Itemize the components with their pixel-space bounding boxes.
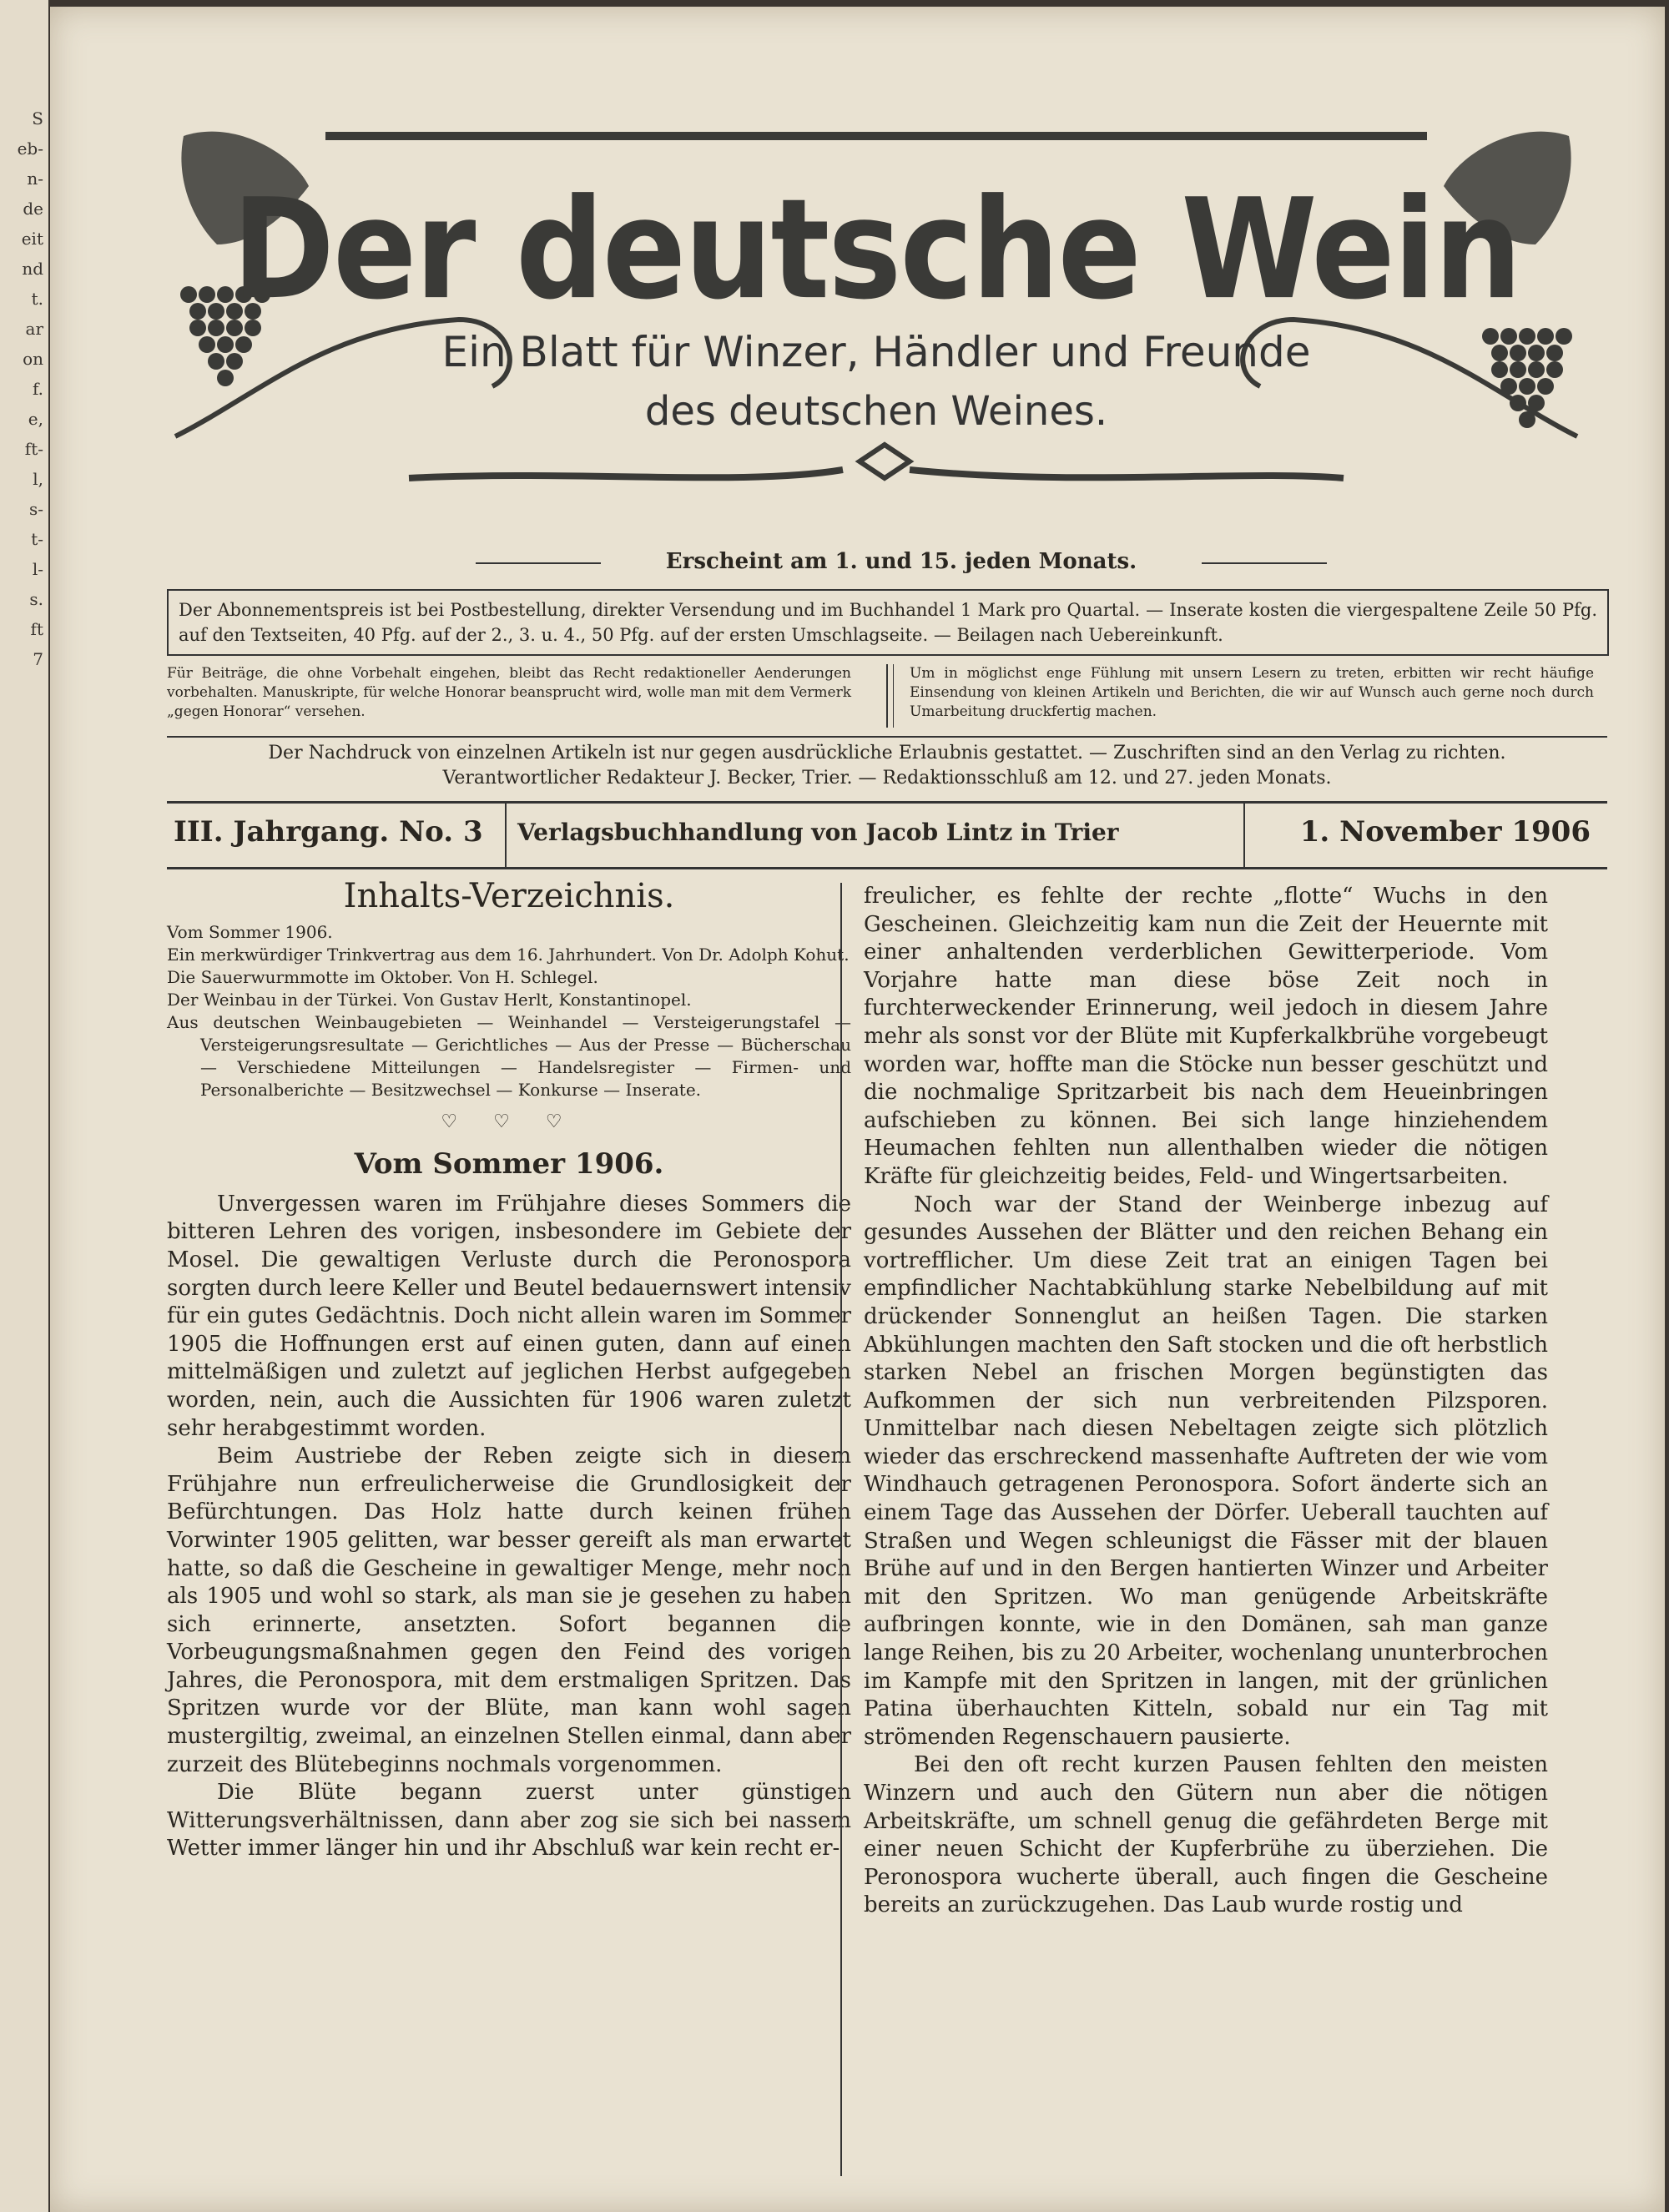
divider-rule: [167, 736, 1607, 738]
newspaper-page: [50, 7, 1665, 2212]
toc-entry: Ein merkwürdiger Trinkvertrag aus dem 16. Jahrhundert. Von Dr. Adolph Kohut.: [167, 944, 850, 965]
article-paragraph: freulicher, es fehlte der rechte „flotte“ Wuchs in den Gescheinen. Gleichzeitig kam nun die Zeit der Heuernte mit einer anhaltenden verderblichen Gewitterperiode. Vom Vorjahre hatte man diese böse Zeit noch in furchterweckender Erinnerung, weil jedoch in diesem Jahre mehr als sonst vor der Blüte mit Kupferkalkbrühe vorgebeugt worden war, hoffte man die Stöcke nun besser geschützt und die nochmalige Spritzarbeit bis nach dem Heueinbringen aufschieben zu können. Bei sich lange hinziehendem Heumachen fehlten nun allenthalben wieder die nötigen Kräfte für gleichzeitig beides, Feld- und Wingertsarbeiten.: [864, 884, 1548, 1189]
column-left: [167, 877, 851, 1863]
column-divider: [840, 883, 842, 2176]
reprint-line-2: Verantwortlicher Redakteur J. Becker, Trier. — Redaktionsschluß am 12. und 27. jeden Monats.: [442, 768, 1332, 789]
strip-fragment: l-: [32, 559, 43, 579]
strip-fragment: de: [23, 199, 43, 219]
toc-entry: Aus deutschen Weinbaugebieten — Weinhandel — Versteigerungstafel — Versteigerungsresultate — Gerichtliches — Aus der Presse — Bücherschau — Verschiedene Mitteilungen — Handelsregister — Firmen- und Personalberichte — Besitzwechsel — Konkurse — Inserate.: [167, 1011, 851, 1100]
article-paragraph: Bei den oft recht kurzen Pausen fehlten den meisten Winzern und auch den Gütern nun aber die nötigen Arbeitskräfte, um schnell genug die gefährdeten Berge mit einer neuen Schicht der Kupferbrühe zu überziehen. Die Peronospora wucherte überall, auch fingen die Gescheine bereits an zurückzugehen. Das Laub wurde rostig und: [864, 1752, 1548, 1918]
strip-fragment: ft-: [24, 439, 43, 459]
strip-fragment: 7: [33, 649, 43, 669]
masthead-title: Der deutsche Wein: [232, 169, 1520, 330]
strip-fragment: ar: [25, 319, 43, 339]
toc-entry: Vom Sommer 1906.: [167, 921, 333, 942]
strip-fragment: eb-: [17, 139, 43, 159]
toc-entry: Die Sauerwurmmotte im Oktober. Von H. Schlegel.: [167, 966, 598, 987]
strip-fragment: eit: [21, 229, 43, 249]
editorial-notes: [167, 664, 1607, 731]
strip-fragment: l,: [33, 469, 43, 489]
strip-fragment: ft: [30, 619, 43, 639]
strip-fragment: on: [23, 349, 43, 369]
strip-fragment: t.: [31, 289, 43, 309]
reprint-line-1: Der Nachdruck von einzelnen Artikeln ist nur gegen ausdrückliche Erlaubnis gestattet. — Zuschriften sind an den Verlag zu richten.: [268, 743, 1506, 763]
strip-fragment: e,: [28, 409, 43, 429]
strip-fragment: nd: [22, 259, 43, 279]
strip-fragment: s-: [28, 499, 43, 519]
note-submissions: Um in möglichst enge Fühlung mit unsern Lesern zu treten, erbitten wir recht häufige Einsendung von kleinen Artikeln und Berichten, die wir auf Wunsch auch gerne noch durch Umarbeitung druckfertig machen.: [910, 665, 1594, 720]
toc-list: [167, 921, 851, 1101]
article-paragraph: Unvergessen waren im Frühjahre dieses Sommers die bitteren Lehren des vorigen, insbesondere im Gebiete der Mosel. Die gewaltigen Verluste durch die Peronospora sorgten durch leere Keller und Beutel bedauernswert intensiv für ein gutes Gedächtnis. Doch nicht allein waren im Sommer 1905 die Hoffnungen erst auf einen guten, dann auf einen mittelmäßigen und zuletzt auf jeglichen Herbst aufgegeben worden, nein, auch die Aussichten für 1906 waren zuletzt sehr herabgestimmt worden.: [167, 1191, 851, 1441]
strip-fragment: f.: [32, 379, 43, 399]
strip-fragment: S: [32, 108, 43, 128]
strip-fragment: s.: [29, 589, 43, 609]
masthead-subtitle-2: des deutschen Weines.: [644, 388, 1108, 435]
strip-fragment: n-: [27, 169, 43, 189]
strip-fragment: t-: [31, 529, 43, 549]
article-paragraph: Beim Austriebe der Reben zeigte sich in diesem Frühjahre nun erfreulicherweise die Grundlosigkeit der Befürchtungen. Das Holz hatte durch keinen frühen Vorwinter 1905 gelitten, war besser gereift als man erwartet hatte, so daß die Gescheine in gewaltiger Menge, mehr noch als 1905 und wohl so stark, als man sie je gesehen zu haben sich erinnerte, ansetzten. Sofort begannen die Vorbeugungsmaßnahmen gegen den Feind des vorigen Jahres, die Peronospora, mit dem erstmaligen Spritzen. Das Spritzen wurde vor der Blüte, man kann wohl sagen mustergiltig, zweimal, an einzelnen Stellen einmal, dann aber zurzeit des Blütebeginns nochmals vorgenommen.: [167, 1444, 851, 1777]
reprint-notice: [167, 741, 1607, 791]
column-right: [864, 883, 1548, 1920]
issue-bar: [167, 801, 1607, 869]
subscription-info: Der Abonnementspreis ist bei Postbestellung, direkter Versendung und im Buchhandel 1 Mark pro Quartal. — Inserate kosten die viergespaltene Zeile 50 Pfg. auf den Textseiten, 40 Pfg. auf der 2., 3. u. 4., 50 Pfg. auf der ersten Umschlagseite. — Beilagen nach Uebereinkunft.: [167, 589, 1609, 656]
issue-separator: [1243, 804, 1245, 867]
article-paragraph: Noch war der Stand der Weinberge inbezug auf gesundes Aussehen der Blätter und den reichen Behang ein vortrefflicher. Um diese Zeit trat an einigen Tagen bei empfindlicher Nachtabkühlung starke Nebelbildung auf mit drückender Sonnenglut an heißen Tagen. Die starken Abkühlungen machten den Saft stocken und die oft herbstlich starken Nebel an frischen Morgen begünstigten das Aufkommen der sich nun verbreitenden Pilzsporen. Unmittelbar nach diesen Nebeltagen zeigte sich plötzlich wieder das erschreckend massenhafte Auftreten der wie vom Windhauch getragenen Peronospora. Sofort änderte sich an einem Tage das Aussehen der Dörfer. Ueberall tauchten auf Straßen und Wegen schleunigst die Fässer mit der blauen Brühe auf und in den Bergen hantierten Winzer und Arbeiter mit den Spritzen. Wo man genügende Arbeitskräfte aufbringen konnte, wie in den Domänen, sah man ganze lange Reihen, bis zu 20 Arbeiter, wochenlang ununterbrochen im Kampfe mit den Spritzen in langen, mit der grünlichen Patina überhauchten Kitteln, sobald nur ein Tag mit strömenden Regenschauern pausierte.: [864, 1192, 1548, 1750]
masthead-subtitle: Ein Blatt für Winzer, Händler und Freunde: [441, 328, 1311, 376]
note-contributions: Für Beiträge, die ohne Vorbehalt eingehen, bleibt das Recht redaktioneller Aenderungen vorbehalten. Manuskripte, für welche Honorar beansprucht wird, wolle man mit dem Vermerk „gegen Honorar“ versehen.: [167, 665, 851, 720]
heart-divider-icon: ♡ ♡ ♡: [441, 1111, 577, 1132]
masthead: [159, 119, 1594, 553]
article-paragraph: Die Blüte begann zuerst unter günstigen Witterungsverhältnissen, dann aber zog sie sich bei nassem Wetter immer länger hin und ihr Abschluß war kein recht er-: [167, 1780, 851, 1862]
toc-title: Inhalts-Verzeichnis.: [343, 877, 675, 915]
issue-separator: [505, 804, 507, 867]
article-title: Vom Sommer 1906.: [354, 1147, 664, 1182]
adjacent-page-strip: [0, 0, 48, 2212]
issue-volume: III. Jahrgang. No. 3: [174, 815, 483, 849]
notes-divider: [886, 664, 894, 728]
publication-frequency: Erscheint am 1. und 15. jeden Monats.: [476, 549, 1327, 574]
issue-publisher: Verlagsbuchhandlung von Jacob Lintz in Trier: [517, 819, 1119, 846]
issue-date: 1. November 1906: [1299, 815, 1591, 849]
toc-entry: Der Weinbau in der Türkei. Von Gustav Herlt, Konstantinopel.: [167, 989, 692, 1010]
